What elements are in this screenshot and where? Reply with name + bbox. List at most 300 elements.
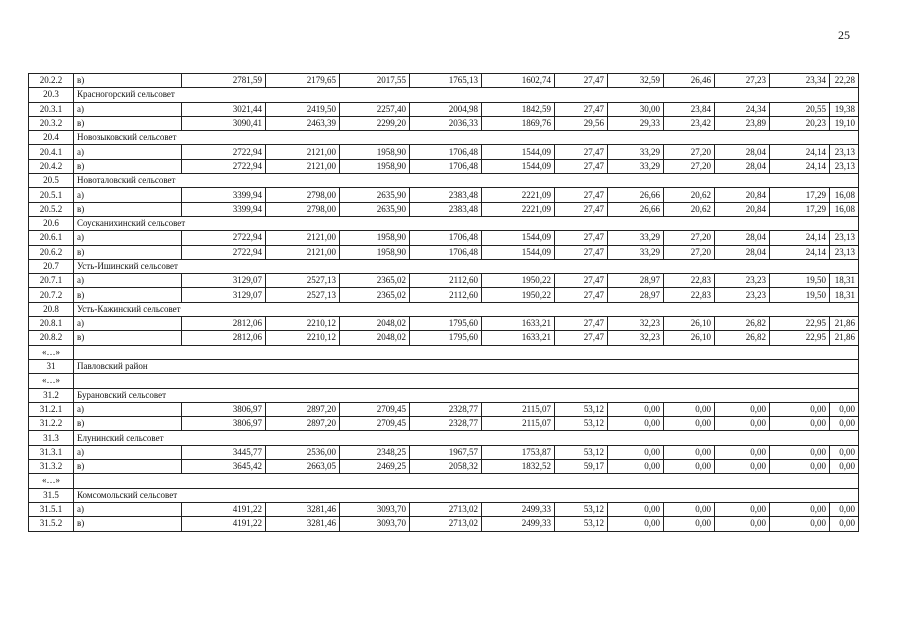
value-cell: 0,00 <box>770 445 830 459</box>
value-cell: 18,31 <box>830 274 859 288</box>
table-row <box>29 288 859 302</box>
value-cell: 19,10 <box>830 116 859 130</box>
value-cell: 2121,00 <box>266 231 340 245</box>
tariff-table <box>28 73 859 532</box>
table-row <box>29 460 859 474</box>
row-subitem: в) <box>74 202 182 216</box>
table-row <box>29 74 859 88</box>
value-cell: 20,62 <box>664 188 715 202</box>
value-cell: 28,04 <box>715 231 770 245</box>
section-row <box>29 488 859 502</box>
value-cell: 22,95 <box>770 317 830 331</box>
value-cell: 1950,22 <box>482 288 555 302</box>
value-cell: 1633,21 <box>482 317 555 331</box>
value-cell: 0,00 <box>715 402 770 416</box>
value-cell: 23,13 <box>830 145 859 159</box>
row-code: 20.6.2 <box>29 245 74 259</box>
value-cell: 0,00 <box>608 517 664 531</box>
table-row <box>29 102 859 116</box>
row-subitem: в) <box>74 331 182 345</box>
value-cell: 27,47 <box>555 317 608 331</box>
value-cell: 0,00 <box>664 417 715 431</box>
value-cell: 2365,02 <box>340 288 410 302</box>
row-code: 31.3.2 <box>29 460 74 474</box>
row-code: 20.4.1 <box>29 145 74 159</box>
value-cell: 1753,87 <box>482 445 555 459</box>
section-title: Новоталовский сельсовет <box>74 174 859 188</box>
value-cell: 2709,45 <box>340 417 410 431</box>
value-cell: 27,47 <box>555 74 608 88</box>
value-cell: 20,23 <box>770 116 830 130</box>
table-row <box>29 202 859 216</box>
row-code: 31.5.2 <box>29 517 74 531</box>
value-cell: 2004,98 <box>410 102 482 116</box>
value-cell: 0,00 <box>715 460 770 474</box>
value-cell: 24,14 <box>770 245 830 259</box>
value-cell: 23,23 <box>715 288 770 302</box>
value-cell: 1869,76 <box>482 116 555 130</box>
section-title: Павловский район <box>74 359 859 373</box>
row-code: 31.5.1 <box>29 502 74 516</box>
value-cell: 2781,59 <box>182 74 266 88</box>
row-code: 20.7.2 <box>29 288 74 302</box>
value-cell: 2036,33 <box>410 116 482 130</box>
value-cell: 1832,52 <box>482 460 555 474</box>
value-cell: 33,29 <box>608 231 664 245</box>
value-cell: 2210,12 <box>266 331 340 345</box>
value-cell: 0,00 <box>830 517 859 531</box>
value-cell: 16,08 <box>830 188 859 202</box>
row-subitem: а) <box>74 188 182 202</box>
value-cell: 23,13 <box>830 231 859 245</box>
row-subitem: а) <box>74 502 182 516</box>
value-cell: 28,04 <box>715 245 770 259</box>
section-code: 31.5 <box>29 488 74 502</box>
value-cell: 20,55 <box>770 102 830 116</box>
value-cell: 3806,97 <box>182 417 266 431</box>
value-cell: 3399,94 <box>182 188 266 202</box>
value-cell: 0,00 <box>830 445 859 459</box>
value-cell: 0,00 <box>770 402 830 416</box>
row-subitem: в) <box>74 417 182 431</box>
value-cell: 2722,94 <box>182 159 266 173</box>
value-cell: 22,83 <box>664 274 715 288</box>
value-cell: 0,00 <box>715 445 770 459</box>
row-subitem: а) <box>74 102 182 116</box>
value-cell: 0,00 <box>664 445 715 459</box>
value-cell: 0,00 <box>608 445 664 459</box>
value-cell: 2722,94 <box>182 145 266 159</box>
value-cell: 1544,09 <box>482 159 555 173</box>
value-cell: 19,50 <box>770 274 830 288</box>
value-cell: 26,10 <box>664 317 715 331</box>
section-row <box>29 174 859 188</box>
value-cell: 1602,74 <box>482 74 555 88</box>
value-cell: 23,13 <box>830 159 859 173</box>
section-code: 20.7 <box>29 259 74 273</box>
value-cell: 1958,90 <box>340 145 410 159</box>
value-cell: 27,20 <box>664 145 715 159</box>
value-cell: 3399,94 <box>182 202 266 216</box>
value-cell: 2115,07 <box>482 417 555 431</box>
value-cell: 2112,60 <box>410 288 482 302</box>
section-title: Усть-Ишинский сельсовет <box>74 259 859 273</box>
value-cell: 2115,07 <box>482 402 555 416</box>
value-cell: 29,33 <box>608 116 664 130</box>
value-cell: 3090,41 <box>182 116 266 130</box>
value-cell: 0,00 <box>830 460 859 474</box>
value-cell: 2812,06 <box>182 317 266 331</box>
value-cell: 1958,90 <box>340 159 410 173</box>
section-title: Усть-Кажинский сельсовет <box>74 302 859 316</box>
row-subitem: в) <box>74 74 182 88</box>
row-subitem: а) <box>74 231 182 245</box>
value-cell: 1544,09 <box>482 245 555 259</box>
section-code: 31.3 <box>29 431 74 445</box>
value-cell: 2722,94 <box>182 245 266 259</box>
value-cell: 2419,50 <box>266 102 340 116</box>
value-cell: 27,20 <box>664 245 715 259</box>
value-cell: 28,97 <box>608 274 664 288</box>
value-cell: 2383,48 <box>410 188 482 202</box>
row-subitem: в) <box>74 245 182 259</box>
value-cell: 27,47 <box>555 245 608 259</box>
value-cell: 0,00 <box>830 502 859 516</box>
value-cell: 20,84 <box>715 188 770 202</box>
row-subitem: в) <box>74 159 182 173</box>
value-cell: 0,00 <box>770 460 830 474</box>
value-cell: 1633,21 <box>482 331 555 345</box>
row-subitem: в) <box>74 288 182 302</box>
value-cell: 2221,09 <box>482 202 555 216</box>
value-cell: 32,23 <box>608 331 664 345</box>
value-cell: 3645,42 <box>182 460 266 474</box>
value-cell: 24,14 <box>770 231 830 245</box>
value-cell: 2112,60 <box>410 274 482 288</box>
value-cell: 22,28 <box>830 74 859 88</box>
value-cell: 23,89 <box>715 116 770 130</box>
value-cell: 1958,90 <box>340 231 410 245</box>
row-code: 20.4.2 <box>29 159 74 173</box>
section-code: 20.8 <box>29 302 74 316</box>
ellipsis-row <box>29 374 859 388</box>
row-code: 20.3.2 <box>29 116 74 130</box>
table-row <box>29 159 859 173</box>
value-cell: 53,12 <box>555 517 608 531</box>
value-cell: 2798,00 <box>266 202 340 216</box>
value-cell: 2328,77 <box>410 417 482 431</box>
value-cell: 0,00 <box>830 417 859 431</box>
value-cell: 27,47 <box>555 274 608 288</box>
value-cell: 1842,59 <box>482 102 555 116</box>
table-row <box>29 116 859 130</box>
value-cell: 18,31 <box>830 288 859 302</box>
value-cell: 2257,40 <box>340 102 410 116</box>
value-cell: 3445,77 <box>182 445 266 459</box>
value-cell: 2121,00 <box>266 245 340 259</box>
value-cell: 2121,00 <box>266 145 340 159</box>
ellipsis-row <box>29 345 859 359</box>
value-cell: 28,04 <box>715 159 770 173</box>
value-cell: 2048,02 <box>340 331 410 345</box>
value-cell: 22,83 <box>664 288 715 302</box>
value-cell: 27,47 <box>555 331 608 345</box>
value-cell: 27,47 <box>555 288 608 302</box>
ellipsis-mark: «…» <box>29 374 74 388</box>
value-cell: 1950,22 <box>482 274 555 288</box>
value-cell: 27,20 <box>664 231 715 245</box>
value-cell: 21,86 <box>830 331 859 345</box>
row-code: 20.5.1 <box>29 188 74 202</box>
value-cell: 0,00 <box>715 517 770 531</box>
table-row <box>29 274 859 288</box>
section-title: Бурановский сельсовет <box>74 388 859 402</box>
value-cell: 28,04 <box>715 145 770 159</box>
section-title: Новозыковский сельсовет <box>74 131 859 145</box>
section-row <box>29 259 859 273</box>
table-row <box>29 517 859 531</box>
value-cell: 1795,60 <box>410 331 482 345</box>
row-subitem: а) <box>74 445 182 459</box>
value-cell: 27,47 <box>555 159 608 173</box>
value-cell: 0,00 <box>608 417 664 431</box>
value-cell: 23,42 <box>664 116 715 130</box>
row-code: 20.6.1 <box>29 231 74 245</box>
value-cell: 2722,94 <box>182 231 266 245</box>
value-cell: 1706,48 <box>410 245 482 259</box>
value-cell: 2348,25 <box>340 445 410 459</box>
ellipsis-filler <box>74 474 859 488</box>
value-cell: 1706,48 <box>410 159 482 173</box>
section-row <box>29 388 859 402</box>
value-cell: 3806,97 <box>182 402 266 416</box>
value-cell: 2179,65 <box>266 74 340 88</box>
value-cell: 0,00 <box>770 517 830 531</box>
table-row <box>29 402 859 416</box>
value-cell: 3129,07 <box>182 274 266 288</box>
value-cell: 2210,12 <box>266 317 340 331</box>
value-cell: 1706,48 <box>410 231 482 245</box>
section-code: 20.5 <box>29 174 74 188</box>
table-row <box>29 502 859 516</box>
value-cell: 0,00 <box>715 502 770 516</box>
value-cell: 0,00 <box>770 502 830 516</box>
ellipsis-filler <box>74 374 859 388</box>
row-subitem: а) <box>74 145 182 159</box>
row-subitem: в) <box>74 460 182 474</box>
section-title: Елунинский сельсовет <box>74 431 859 445</box>
value-cell: 2798,00 <box>266 188 340 202</box>
row-subitem: а) <box>74 317 182 331</box>
value-cell: 23,84 <box>664 102 715 116</box>
value-cell: 28,97 <box>608 288 664 302</box>
value-cell: 53,12 <box>555 502 608 516</box>
value-cell: 2365,02 <box>340 274 410 288</box>
value-cell: 2121,00 <box>266 159 340 173</box>
value-cell: 26,82 <box>715 317 770 331</box>
page-number: 25 <box>838 28 850 42</box>
value-cell: 2527,13 <box>266 274 340 288</box>
ellipsis-mark: «…» <box>29 474 74 488</box>
value-cell: 27,47 <box>555 188 608 202</box>
value-cell: 2897,20 <box>266 417 340 431</box>
value-cell: 27,47 <box>555 231 608 245</box>
value-cell: 23,13 <box>830 245 859 259</box>
value-cell: 27,47 <box>555 202 608 216</box>
ellipsis-row <box>29 474 859 488</box>
section-code: 31.2 <box>29 388 74 402</box>
value-cell: 26,66 <box>608 188 664 202</box>
row-code: 31.3.1 <box>29 445 74 459</box>
value-cell: 3129,07 <box>182 288 266 302</box>
value-cell: 20,84 <box>715 202 770 216</box>
section-code: 20.6 <box>29 216 74 230</box>
value-cell: 2536,00 <box>266 445 340 459</box>
value-cell: 2635,90 <box>340 188 410 202</box>
section-row <box>29 88 859 102</box>
value-cell: 2383,48 <box>410 202 482 216</box>
value-cell: 1544,09 <box>482 145 555 159</box>
row-code: 20.7.1 <box>29 274 74 288</box>
row-subitem: а) <box>74 402 182 416</box>
row-subitem: в) <box>74 116 182 130</box>
value-cell: 4191,22 <box>182 517 266 531</box>
value-cell: 2017,55 <box>340 74 410 88</box>
value-cell: 23,23 <box>715 274 770 288</box>
value-cell: 4191,22 <box>182 502 266 516</box>
value-cell: 0,00 <box>664 460 715 474</box>
row-code: 31.2.2 <box>29 417 74 431</box>
value-cell: 3093,70 <box>340 517 410 531</box>
value-cell: 2058,32 <box>410 460 482 474</box>
row-code: 20.3.1 <box>29 102 74 116</box>
section-row <box>29 216 859 230</box>
value-cell: 19,38 <box>830 102 859 116</box>
value-cell: 59,17 <box>555 460 608 474</box>
table-row <box>29 188 859 202</box>
value-cell: 53,12 <box>555 445 608 459</box>
value-cell: 0,00 <box>664 517 715 531</box>
value-cell: 33,29 <box>608 159 664 173</box>
ellipsis-mark: «…» <box>29 345 74 359</box>
value-cell: 2713,02 <box>410 502 482 516</box>
value-cell: 27,23 <box>715 74 770 88</box>
value-cell: 2713,02 <box>410 517 482 531</box>
section-title: Красногорский сельсовет <box>74 88 859 102</box>
section-row <box>29 359 859 373</box>
value-cell: 2328,77 <box>410 402 482 416</box>
row-code: 20.8.2 <box>29 331 74 345</box>
value-cell: 53,12 <box>555 417 608 431</box>
value-cell: 2897,20 <box>266 402 340 416</box>
table-row <box>29 317 859 331</box>
value-cell: 3021,44 <box>182 102 266 116</box>
table-row <box>29 331 859 345</box>
value-cell: 33,29 <box>608 245 664 259</box>
value-cell: 21,86 <box>830 317 859 331</box>
value-cell: 32,23 <box>608 317 664 331</box>
value-cell: 2469,25 <box>340 460 410 474</box>
value-cell: 2463,39 <box>266 116 340 130</box>
value-cell: 0,00 <box>664 402 715 416</box>
value-cell: 29,56 <box>555 116 608 130</box>
value-cell: 16,08 <box>830 202 859 216</box>
value-cell: 1967,57 <box>410 445 482 459</box>
value-cell: 26,10 <box>664 331 715 345</box>
section-title: Комсомольский сельсовет <box>74 488 859 502</box>
value-cell: 53,12 <box>555 402 608 416</box>
section-code: 20.4 <box>29 131 74 145</box>
value-cell: 0,00 <box>715 417 770 431</box>
value-cell: 17,29 <box>770 188 830 202</box>
row-subitem: в) <box>74 517 182 531</box>
value-cell: 27,47 <box>555 102 608 116</box>
value-cell: 26,46 <box>664 74 715 88</box>
value-cell: 17,29 <box>770 202 830 216</box>
value-cell: 33,29 <box>608 145 664 159</box>
section-row <box>29 131 859 145</box>
value-cell: 27,47 <box>555 145 608 159</box>
row-subitem: а) <box>74 274 182 288</box>
value-cell: 1958,90 <box>340 245 410 259</box>
value-cell: 1795,60 <box>410 317 482 331</box>
table-row <box>29 245 859 259</box>
value-cell: 0,00 <box>664 502 715 516</box>
row-code: 20.2.2 <box>29 74 74 88</box>
value-cell: 2663,05 <box>266 460 340 474</box>
value-cell: 2709,45 <box>340 402 410 416</box>
value-cell: 2048,02 <box>340 317 410 331</box>
value-cell: 30,00 <box>608 102 664 116</box>
value-cell: 26,66 <box>608 202 664 216</box>
value-cell: 0,00 <box>770 417 830 431</box>
value-cell: 1706,48 <box>410 145 482 159</box>
section-code: 31 <box>29 359 74 373</box>
section-code: 20.3 <box>29 88 74 102</box>
value-cell: 0,00 <box>608 502 664 516</box>
value-cell: 2299,20 <box>340 116 410 130</box>
row-code: 20.8.1 <box>29 317 74 331</box>
value-cell: 2499,33 <box>482 517 555 531</box>
table-row <box>29 417 859 431</box>
value-cell: 22,95 <box>770 331 830 345</box>
value-cell: 0,00 <box>830 402 859 416</box>
value-cell: 26,82 <box>715 331 770 345</box>
table-row <box>29 145 859 159</box>
row-code: 31.2.1 <box>29 402 74 416</box>
value-cell: 24,14 <box>770 159 830 173</box>
table-body <box>29 74 859 532</box>
section-row <box>29 302 859 316</box>
value-cell: 24,34 <box>715 102 770 116</box>
row-code: 20.5.2 <box>29 202 74 216</box>
value-cell: 24,14 <box>770 145 830 159</box>
ellipsis-filler <box>74 345 859 359</box>
value-cell: 0,00 <box>608 460 664 474</box>
value-cell: 19,50 <box>770 288 830 302</box>
value-cell: 2635,90 <box>340 202 410 216</box>
table-row <box>29 445 859 459</box>
value-cell: 1765,13 <box>410 74 482 88</box>
value-cell: 3093,70 <box>340 502 410 516</box>
section-row <box>29 431 859 445</box>
value-cell: 2812,06 <box>182 331 266 345</box>
value-cell: 2527,13 <box>266 288 340 302</box>
value-cell: 2499,33 <box>482 502 555 516</box>
value-cell: 0,00 <box>608 402 664 416</box>
table-row <box>29 231 859 245</box>
value-cell: 3281,46 <box>266 517 340 531</box>
